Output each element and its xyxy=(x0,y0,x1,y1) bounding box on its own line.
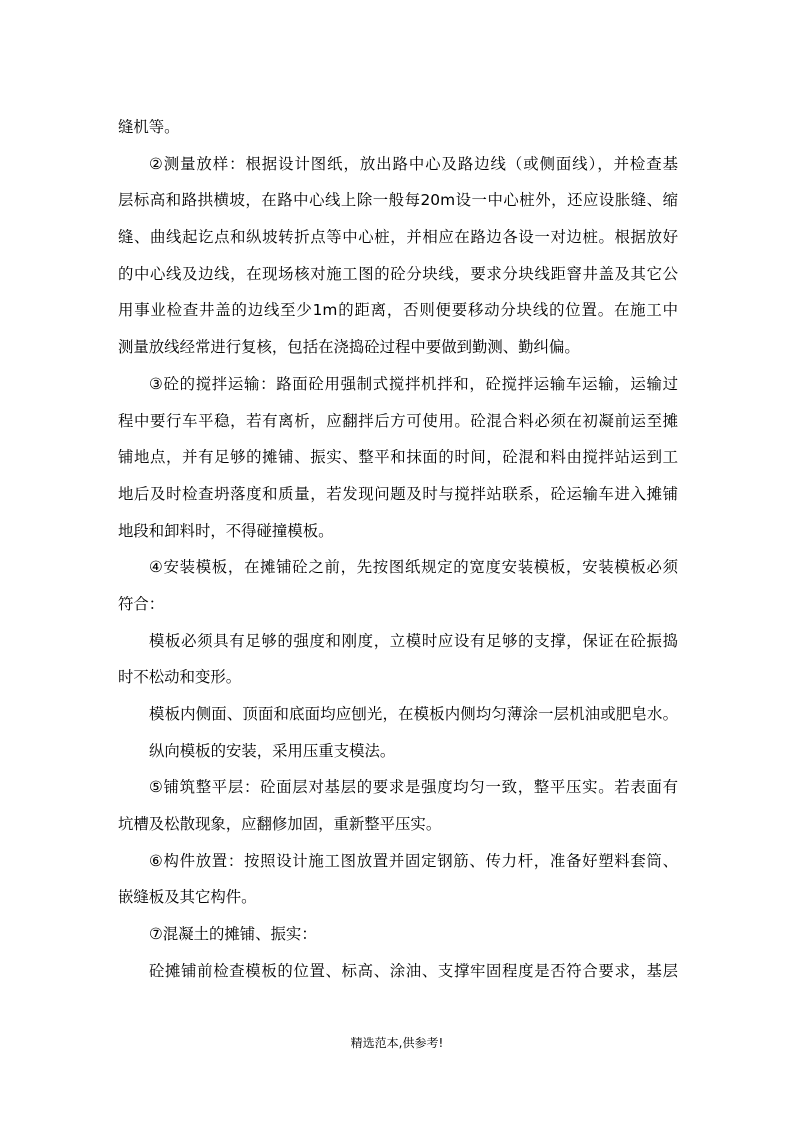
text-line: 测量放线经常进行复核，包括在浇捣砼过程中要做到勤测、勤纠偏。 xyxy=(118,338,580,357)
text-line: 模板必须具有足够的强度和刚度，立模时应设有足够的支撑，保证在砼振捣 xyxy=(149,631,678,650)
text-line: 缝机等。 xyxy=(118,118,180,136)
text-line: 用事业检查井盖的边线至少1m的距离，否则便要移动分块线的位置。在施工中 xyxy=(118,301,678,320)
page-footer: 精选范本,供参考! xyxy=(350,1036,444,1050)
text-line: 砼摊铺前检查模板的位置、标高、涂油、支撑牢固程度是否符合要求，基层 xyxy=(149,961,678,980)
text-line: 程中要行车平稳，若有离析，应翻拌后方可使用。砼混合料必须在初凝前运至摊 xyxy=(118,411,678,430)
text-line: 时不松动和变形。 xyxy=(118,668,242,687)
text-line: 铺地点，并有足够的摊铺、振实、整平和抹面的时间，砼混和料由搅拌站运到工 xyxy=(118,448,678,467)
text-line: 纵向模板的安装，采用压重支模法。 xyxy=(149,741,396,760)
text-line: 层标高和路拱横坡，在路中心线上除一般每20m设一中心桩外，还应设胀缝、缩 xyxy=(118,191,678,210)
document-body xyxy=(118,109,678,990)
text-line: ⑤铺筑整平层：砼面层对基层的要求是强度均匀一致，整平压实。若表面有 xyxy=(149,778,678,797)
text-line: 的中心线及边线，在现场核对施工图的砼分块线，要求分块线距窨井盖及其它公 xyxy=(118,264,678,283)
text-line: ④安装模板，在摊铺砼之前，先按图纸规定的宽度安装模板，安装模板必须 xyxy=(149,558,678,577)
text-line: 缝、曲线起讫点和纵坡转折点等中心桩，并相应在路边各设一对边桩。根据放好 xyxy=(118,228,678,247)
text-line: 符合： xyxy=(118,594,165,613)
text-line: ③砼的搅拌运输：路面砼用强制式搅拌机拌和，砼搅拌运输车运输，运输过 xyxy=(149,374,678,393)
text-line: 地段和卸料时，不得碰撞模板。 xyxy=(118,521,334,540)
text-line: 坑槽及松散现象，应翻修加固，重新整平压实。 xyxy=(118,815,442,834)
text-line: 地后及时检查坍落度和质量，若发现问题及时与搅拌站联系，砼运输车进入摊铺 xyxy=(118,484,678,503)
text-line: 模板内侧面、顶面和底面均应刨光，在模板内侧均匀薄涂一层机油或肥皂水。 xyxy=(149,705,678,723)
text-line: ⑦混凝土的摊铺、振实： xyxy=(149,925,317,944)
text-line: ②测量放样：根据设计图纸，放出路中心及路边线（或侧面线），并检查基 xyxy=(149,154,678,173)
text-line: 嵌缝板及其它构件。 xyxy=(118,888,257,907)
text-line: ⑥构件放置：按照设计施工图放置并固定钢筋、传力杆，准备好塑料套筒、 xyxy=(149,851,678,870)
